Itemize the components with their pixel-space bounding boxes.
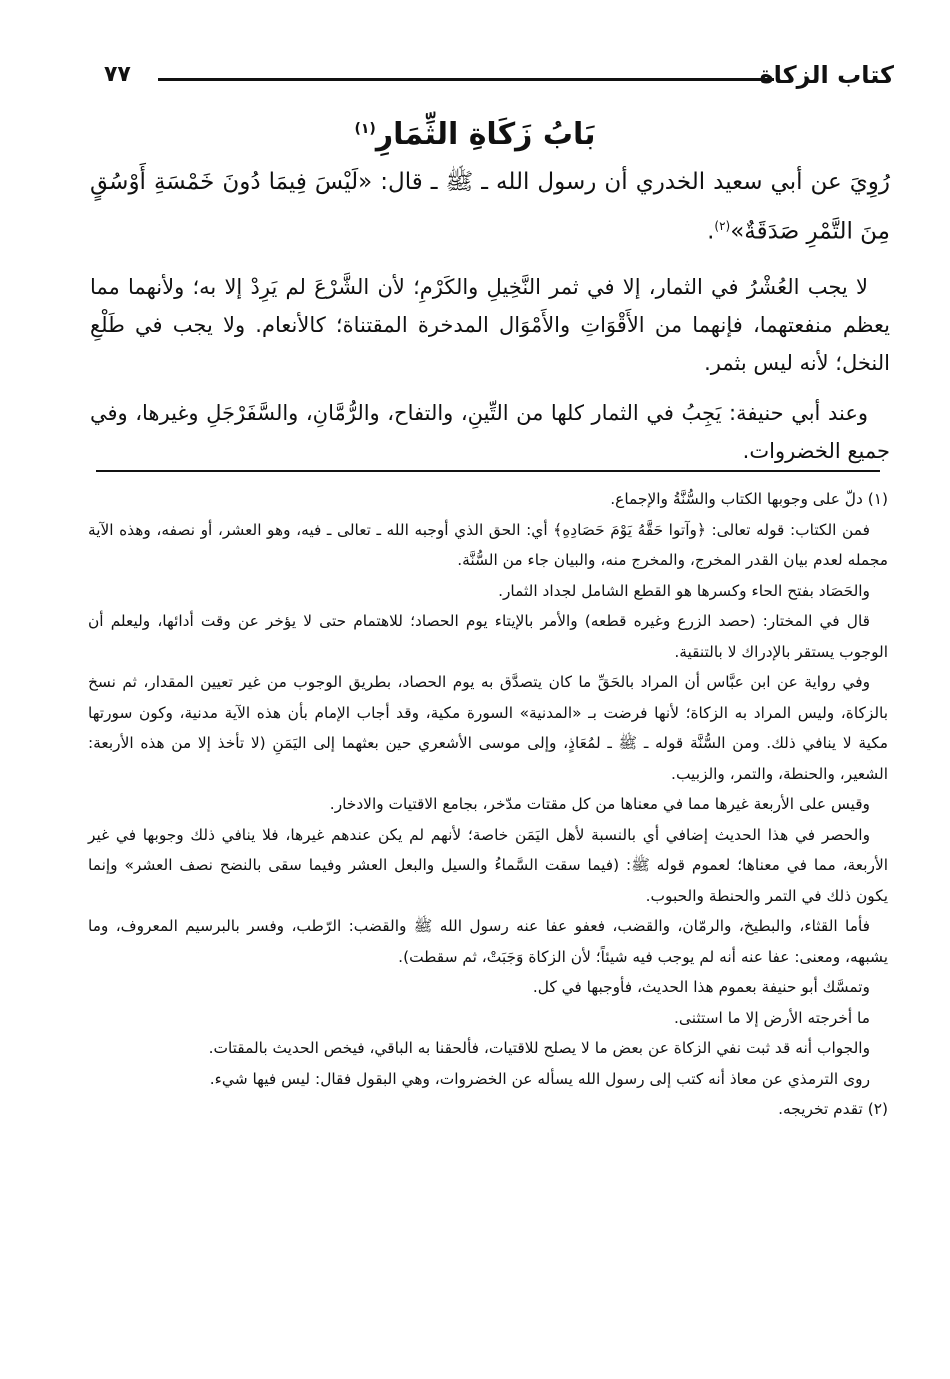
footnotes: [88, 484, 888, 1125]
footnote: فمن الكتاب: قوله تعالى: ﴿وآتوا حَقَّهُ يَوْمَ حَصَادِهِ﴾ أي: الحق الذي أوجبه الله ـ تعالى ـ فيه، وهو العشر، أو نصفه، وهذه الآية مجمله لعدم بيان القدر المخرج، والمخرج منه، والبيان جاء من السُّنَّة.: [88, 520, 888, 569]
paragraph: لا يجب العُشْرُ في الثمار، إلا في ثمر النَّخِيلِ والكَرْمِ؛ لأن الشَّرْعَ لم يَرِدْ إلا به؛ ولأنهما مما يعظم منفعتهما، فإنهما من الأَقْوَاتِ والأَمْوَال المدخرة المقتناة؛ كالأنعام. ولا يجب في طَلْعِ النخل؛ لأنه ليس بثمر.: [90, 274, 890, 375]
footnote: (١) دلّ على وجوبها الكتاب والسُّنَّةُ والإجماع.: [610, 490, 888, 508]
footnote: وتمسَّك أبو حنيفة بعموم هذا الحديث، فأوجبها في كل.: [532, 978, 870, 996]
header-title: كتاب الزكاة: [759, 61, 894, 89]
footnote: والحصر في هذا الحديث إضافي أي بالنسبة لأهل اليَمَن خاصة؛ لأنهم لم يكن عندهم غيرها، فلا ينافي ذلك وجوبها في غير الأربعة، مما في معناها؛ لعموم قوله ﷺ: (فيما سقت السَّماءُ والسيل والبعل العشر وفيما سقى بالنضح نصف العشر» وإنما يكون ذلك في التمر والحنطة والحبوب.: [88, 825, 888, 905]
footnote: فأما القثاء، والبطيخ، والرمّان، والقضب، فعفو عفا عنه رسول الله ﷺ والقضب: الرّطب، وفسر بالبرسيم المعروف، وما يشبهه، ومعنى: عفا عنه أنه لم يوجب فيه شيئاً؛ لأن الزكاة وَجَبَتْ، ثم سقطت).: [88, 917, 888, 966]
hadith-footnote-ref: (٢): [714, 219, 731, 233]
running-header: [104, 58, 894, 98]
main-text: [90, 160, 890, 482]
footnote: والحَصَاد بفتح الحاء وكسرها هو القطع الشامل لجداد الثمار.: [498, 581, 870, 600]
footnote: روى الترمذي عن معاذ أنه كتب إلى رسول الله يسأله عن الخضروات، وهي البقول فقال: ليس فيها شيء.: [209, 1069, 870, 1088]
footnote: وفي رواية عن ابن عبَّاس أن المراد بالحَقِّ ما كان يتصدَّق به يوم الحصاد، بطريق الوجوب من غير تعيين المقدار، ثم نسخ بالزكاة، وليس المراد به الزكاة؛ لأنها فرضت بـ «المدنية» السورة مكية، وقد أجاب الإمام بأن هذه الآية مدنية، وكون سورتها مكية لا ينافي ذلك. ومن السُّنَّة قوله ـ ﷺ ـ لمُعَاذٍ، وإلى موسى الأشعري حين بعثهما إلى اليَمَنِ (لا تأخذ إلا من هذه الأربعة: الشعير، والحنطة، والتمر، والزبيب.: [88, 673, 888, 783]
footnote: قال في المختار: (حصد الزرع وغيره قطعه) والأمر بالإيتاء يوم الحصاد؛ للاهتمام حتى لا يؤخر عن وقت أدائها، وليعلم أن الوجوب يستقر بالإدراك لا بالتنقية.: [88, 612, 888, 661]
footnote: ما أخرجته الأرض إلا ما استثنى.: [674, 1008, 870, 1027]
hadith-body: رُوِيَ عن أبي سعيد الخدري أن رسول الله ـ ﷺ ـ قال: «لَيْسَ فِيمَا دُونَ خَمْسَةِ أَوْسُقٍ مِنَ التَّمْرِ صَدَقَةٌ»: [90, 169, 890, 245]
footnote-separator: [96, 470, 880, 472]
header-rule: [158, 78, 774, 81]
chapter-footnote-ref: (١): [354, 121, 376, 137]
footnote: وقيس على الأربعة غيرها مما في معناها من كل مقتات مدّخر، بجامع الاقتيات والادخار.: [329, 795, 870, 813]
page-number: ٧٧: [104, 62, 131, 87]
paragraph: وعند أبي حنيفة: يَجِبُ في الثمار كلها من التِّينِ، والتفاح، والرُّمَّانِ، والسَّفَرْجَلِ وغيرها، وفي جميع الخضروات.: [90, 400, 890, 463]
footnote: والجواب أنه قد ثبت نفي الزكاة عن بعض ما لا يصلح للاقتيات، فألحقنا به الباقي، فيخص الحديث بالمقتات.: [208, 1039, 870, 1057]
footnote: (٢) تقدم تخريجه.: [778, 1100, 888, 1118]
hadith-text: رُوِيَ عن أبي سعيد الخدري أن رسول الله ـ ﷺ ـ قال: «لَيْسَ فِيمَا دُونَ خَمْسَةِ أَوْسُقٍ مِنَ التَّمْرِ صَدَقَةٌ»$^{(٢)}$.: [90, 169, 890, 245]
chapter-title: بَابُ زَكَاةِ الثِّمَارِ: [375, 117, 596, 152]
chapter-heading: [0, 104, 950, 160]
